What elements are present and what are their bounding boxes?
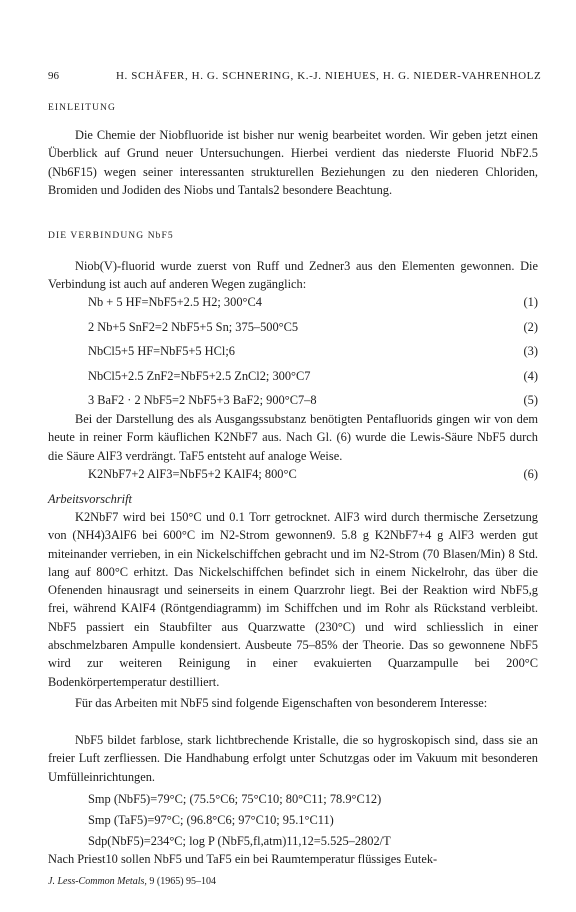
property-smp-nbf5: Smp (NbF5)=79°C; (75.5°C6; 75°C10; 80°C11; 78.9°C12) bbox=[88, 792, 382, 806]
paragraph-eigenschaften: Für das Arbeiten mit NbF5 sind folgende Eigenschaften von besonderem Interesse: bbox=[75, 696, 488, 710]
property-smp-taf5: Smp (TaF5)=97°C; (96.8°C6; 97°C10; 95.1°C11) bbox=[88, 813, 334, 827]
running-header bbox=[48, 70, 542, 84]
equation-formula: 2 Nb+5 SnF2=2 NbF5+5 Sn; 375–500°C5 bbox=[88, 320, 299, 334]
equation-formula: 3 BaF2 · 2 NbF5=2 NbF5+3 BaF2; 900°C7–8 bbox=[88, 393, 317, 407]
equation-number: (6) bbox=[523, 467, 538, 481]
journal-citation: 9 (1965) 95–104 bbox=[149, 876, 217, 887]
equation-6 bbox=[88, 465, 538, 483]
equation-formula: Nb + 5 HF=NbF5+2.5 H2; 300°C4 bbox=[88, 295, 262, 309]
paragraph-pentafluorid: Bei der Darstellung des als Ausgangssubstanz benötigten Pentafluorids gingen wir von dem heute in reiner Form käuflichen K2NbF7 aus. Nach Gl. (6) wurde die Lewis-Säure NbF5 durch die Säure AlF3 verdrängt. TaF5 entsteht auf analoge Weise. bbox=[48, 412, 538, 463]
equation-formula: NbCl5+5 HF=NbF5+5 HCl;6 bbox=[88, 344, 235, 358]
equation-3 bbox=[88, 342, 538, 360]
paragraph-priest: Nach Priest10 sollen NbF5 und TaF5 ein bei Raumtemperatur flüssiges Eutek- bbox=[48, 852, 438, 866]
equation-formula: K2NbF7+2 AlF3=NbF5+2 KAlF4; 800°C bbox=[88, 467, 297, 481]
equation-4 bbox=[88, 367, 538, 385]
author-list: H. SCHÄFER, H. G. SCHNERING, K.-J. NIEHUES, H. G. NIEDER-VAHRENHOLZ bbox=[116, 70, 542, 82]
property-sdp-nbf5: Sdp(NbF5)=234°C; log P (NbF5,fl,atm)11,12=5.525–2802/T bbox=[88, 834, 391, 848]
equation-2 bbox=[88, 318, 538, 336]
paragraph-verbindung-intro: Niob(V)-fluorid wurde zuerst von Ruff und Zedner3 aus den Elementen gewonnen. Die Verbindung ist auch auf anderen Wegen zugänglich: bbox=[48, 259, 538, 292]
equation-number: (3) bbox=[523, 344, 538, 358]
journal-name: J. Less-Common Metals, bbox=[48, 876, 147, 887]
equation-number: (5) bbox=[523, 393, 538, 407]
equation-number: (1) bbox=[523, 295, 538, 309]
equation-formula: NbCl5+2.5 ZnF2=NbF5+2.5 ZnCl2; 300°C7 bbox=[88, 369, 311, 383]
equation-5 bbox=[88, 391, 538, 409]
subheading-arbeitsvorschrift: Arbeitsvorschrift bbox=[48, 492, 132, 506]
paragraph-arbeitsvorschrift: K2NbF7 wird bei 150°C und 0.1 Torr getrocknet. AlF3 wird durch thermische Zersetzung von (NH4)3AlF6 bei 600°C im N2-Strom gewonnen9. 5.8 g K2NbF7+4 g AlF3 werden gut miteinander verrieben, in ein Nickelschiffchen gebracht und im N2-Strom (70 Blasen/Min) 8 Std. lang auf 800°C erhitzt. Das Nickelschiffchen befindet sich in einem Nickelrohr, das über die Ofenenden hinausragt und seinerseits in einem Quarzrohr liegt. Bei der Reaktion wird NbF5,g frei, während KAlF4 (Röntgendiagramm) im Schiffchen und im Rohr als Rückstand verbleibt. NbF5 passiert ein Staubfilter aus Quarzwatte (230°C) und wird schliesslich in einer abschmelzbaren Ampulle kondensiert. Ausbeute 75–85% der Theorie. Das so gewonnene NbF5 wird zur weiteren Reinigung in einer evakuierten Quarzampulle bei 200°C Bodenkörpertemperatur destilliert. bbox=[48, 510, 538, 689]
equation-1 bbox=[88, 293, 538, 311]
page-number: 96 bbox=[48, 70, 59, 82]
equation-number: (4) bbox=[523, 369, 538, 383]
section-heading-verbindung: DIE VERBINDUNG NbF5 bbox=[48, 231, 174, 241]
journal-footer bbox=[48, 876, 216, 887]
paragraph-einleitung: Die Chemie der Niobfluoride ist bisher nur wenig bearbeitet worden. Wir geben jetzt einen Überblick auf Grund neuer Untersuchungen. Hierbei verdient das niederste Fluorid NbF2.5 (Nb6F15) wegen seiner interessanten strukturellen Beziehungen zu den niederen Chloriden, Bromiden und Jodiden des Niobs und Tantals2 besondere Beachtung. bbox=[48, 128, 538, 197]
section-heading-einleitung: EINLEITUNG bbox=[48, 103, 116, 113]
equation-number: (2) bbox=[523, 320, 538, 334]
paragraph-kristalle: NbF5 bildet farblose, stark lichtbrechende Kristalle, die so hygroskopisch sind, dass sie an freier Luft zerfliessen. Die Handhabung erfolgt unter Schutzgas oder im Vakuum mit besonderen Umfülleinrichtungen. bbox=[48, 733, 538, 784]
